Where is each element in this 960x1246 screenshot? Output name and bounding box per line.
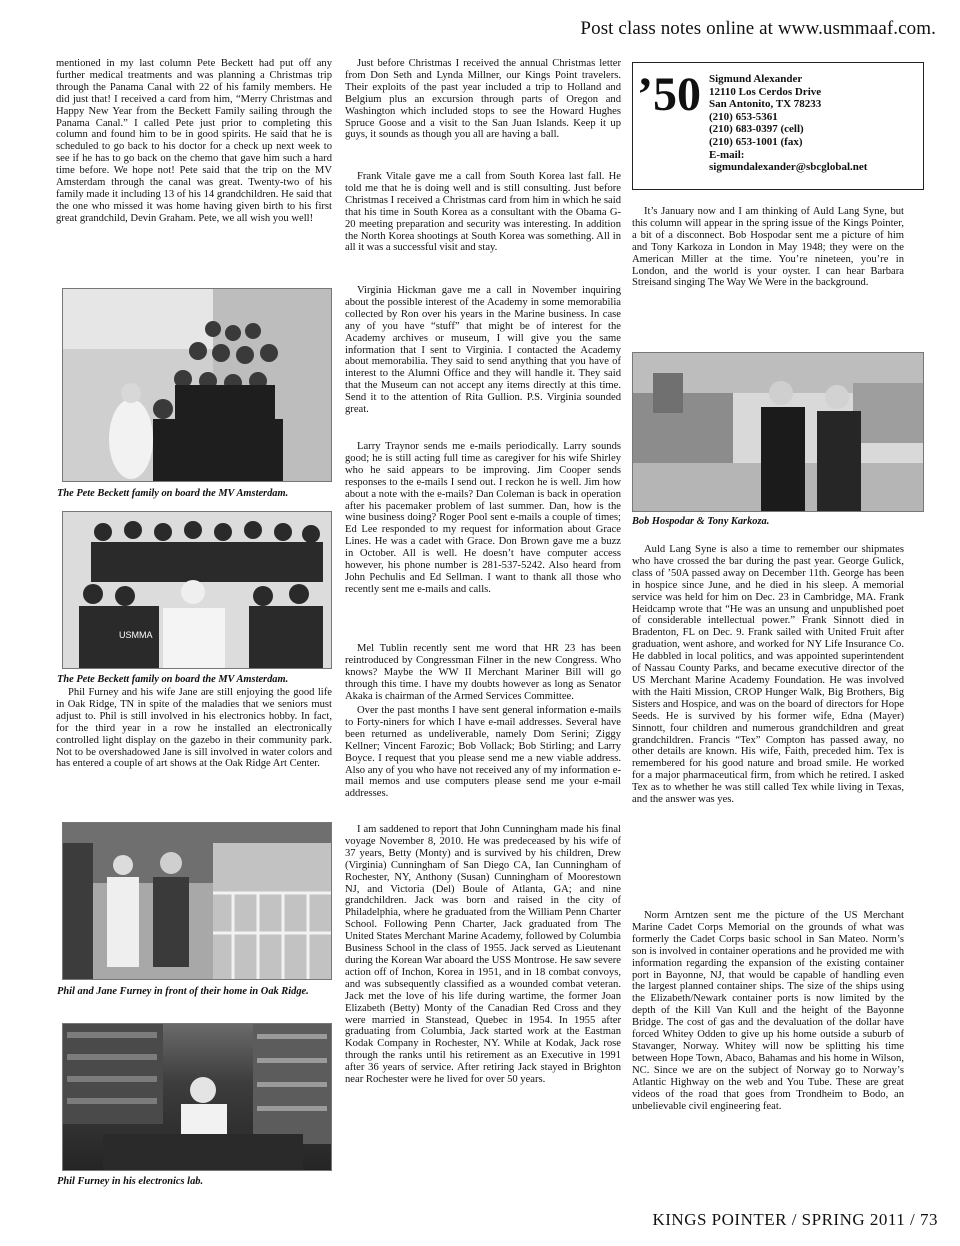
photo-beckett-family-1 [62,288,332,482]
photo-caption: Bob Hospodar & Tony Karkoza. [632,516,770,527]
article-paragraph: Frank Vitale gave me a call from South Korea last fall. He told me that he is doing well and is still consulting. Just before Christmas I received a Christmas card from him in which he said that his time in South Korea as a consultant with the Obama G-20 meeting preparation and security was interesting. In addition the North Korea shootings at South Korea was something. All in all it was a successful visit and stay. [345,171,621,254]
phone: (210) 653-5361 [709,110,778,123]
email-label: E-mail: [709,148,745,161]
email-link[interactable]: sigmundalexander@sbcglobal.net [709,161,868,174]
article-paragraph: Auld Lang Syne is also a time to remember our shipmates who have crossed the bar during the past year. George Gulick, class of ’50A passed away on December 11th. George has been in hospice since June, and he died in his sleep. A memorial service was held for him on Dec. 23 in Cambridge, MA. Frank Heidcamp wrote that “He was an unsung and unpublished poet of considerable intellectual power.” Frank Sinnott died in Bradenton, FL on Dec. 9. Frank sailed with United Fruit after graduation, went ashore, and worked for NY Life Insurance Co. He dabbled in local politics, and was appointed superintendent of Nassau County Parks, and became executive director of the US Merchant Marine Academy Foundation. He was involved with the Haiti Mission, CROP Hunger Walk, Big Brothers, Big Sisters and Hospice, and was on the board of directors for Hope Seeds. He is survived by his former wife, Edna (Mayer) Sinnott, four children and numerous grandchildren and great grandchildren. Francis “Tex” Compton has passed away, no other details are known. His wife, Faith, preceded him. Tex is remembered for his good nature and broad smile. He worked for a major pharmaceutical firm, from which he retired. I asked Tex as to whether he was still called Tex while living in Texas, and the answer was yes. [632,544,904,806]
photo-electronics-lab [62,1023,332,1171]
article-paragraph: Mel Tublin recently sent me word that HR 23 has been reintroduced by Congressman Filner in the new Congress. Who knows? Maybe the WW II Merchant Mariner Bill will go through this time. I have my doubts however as long as Senator Akaka is chairman of the Armed Services Committee. [345,643,621,702]
photo-caption: The Pete Beckett family on board the MV Amsterdam. [57,674,289,685]
photo-caption: Phil Furney in his electronics lab. [57,1176,204,1187]
secretary-name: Sigmund Alexander [709,73,803,85]
photo-caption: The Pete Beckett family on board the MV Amsterdam. [57,488,289,499]
article-paragraph: Virginia Hickman gave me a call in November inquiring about the possible interest of the Academy in some memorabilia collected by Ron over his years in the Marine business. In case any of you have “stuff” that might be of interest for the Academy archives or museum, I will give you the same information that I sent to Virginia. I contacted the Academy about memorabilia. They said to send anything that you have of interest to the Alumni Office and they will handle it. They said that the Museum can not accept any items directly at this time. Send it to the attention of Rita Gullion. P.S. Virginia sounded great. [345,285,621,416]
article-paragraph: Larry Traynor sends me e-mails periodically. Larry sounds good; he is still acting full time as caregiver for his wife Shirley who he said appears to be improving. Jim Cooper sends responses to the e-mails I send out. I reckon he is well. Jim how about a note with the e-mails? Dan Coleman is back in operation after his pacemaker problem of last summer. Dan, how is the wine business doing? Roger Pool sent e-mails a couple of times; Ed Lee responded to my request for information about Grace Lines. He was a cadet with Grace. Don Brown gave me a buzz in October. All is well. He doesn’t have computer access however, his phone number is 281-537-5242. Also heard from John Pechulis and Ed Sellman. I want to thank all those who recently sent me e-mails and calls. [345,441,621,595]
fax: (210) 653-1001 (fax) [709,135,803,148]
shirt-label: USMMA [119,630,153,640]
photo-hospodar-karkoza [632,352,924,512]
article-paragraph: It’s January now and I am thinking of Auld Lang Syne, but this column will appear in the spring issue of the Kings Pointer, a bit of a disconnect. Bob Hospodar sent me a picture of him and Tony Karkoza in London in May 1948; they were on the American Miller at the time. You’re nineteen, you’re in London, and the world is your oyster. I can hear Barbara Streisand singing The Way We Were in the background. [632,206,904,289]
article-paragraph: Over the past months I have sent general information e-mails to Forty-niners for which I have e-mail addresses. Several have been returned as undeliverable, namely Dom Serini; Ziggy Kellner; Vincent Farozic; Bob Vollack; Bob Stirling; and Larry Boyce. I request that you please send me a new viable address. Also any of you who have not received any of my information e-mail memos and use computers please send me your e-mail addresses. [345,705,621,800]
article-paragraph: Norm Arntzen sent me the picture of the US Merchant Marine Cadet Corps Memorial on the grounds of what was formerly the Cadet Corps basic school in San Mateo. Norm’s son is involved in container operations and he provided me with information regarding the expansion of the existing container port in Bayonne, NJ, that would be capable of handling even the largest planned container ships. The size of the ships using the Elizabeth/Newark container ports is now limited by the depth of the Kill Van Kull and the height of the Bayonne Bridge. The cost of gas and the devaluation of the dollar have forced Whitey Odden to give up his home outside a suburb of Stavanger, Norway. Whitey will now be splitting his time between Hope Town, Abaco, Bahamas and his home in Wilson, NC. Since we are on the subject of Norway go to Norway’s Atlantic Highway on the web and You Tube. These are great videos of the road that goes from Trondheim to Bodo, an unbelievable civil engineering feat. [632,910,904,1112]
class-contact [709,73,867,174]
page-footer: KINGS POINTER / SPRING 2011 / 73 [652,1210,938,1229]
cell-phone: (210) 683-0397 (cell) [709,123,804,136]
photo-furney-home [62,822,332,980]
article-paragraph: Phil Furney and his wife Jane are still enjoying the good life in Oak Ridge, TN in spite of the maladies that we seniors must adjust to. Phil is still involved in his electronics hobby. In fact, for the third year in a row he installed an electronically controlled light display on the gazebo in their community park. Not to be overshadowed Jane is sill involved in water colors and has entered a couple of art shows at the Oak Ridge Art Center. [56,687,332,770]
article-paragraph: mentioned in my last column Pete Beckett had put off any further medical treatments and was planning a Christmas trip through the Panama Canal with 22 of his family members. He did just that! I received a card from him, “Merry Christmas and Happy New Year from the Beckett Family sailing through the Panama Canal.” I called Pete just prior to completing this column and found him to be in good spirits. He said that he is scheduled to go back to his doctor for a check up next week to see if he has to go back on the chemo that gave him such a hard time before. We hope not! Pete said that the trip on the MV Amsterdam through the canal was great. Twenty-two of his family made it including 13 of his 14 grandchildren. He said that the one who missed it was home having given birth to his first great grandchild, Devin Graham. Pete, we all wish you well! [56,58,332,224]
article-paragraph: I am saddened to report that John Cunningham made his final voyage November 8, 2010. He was predeceased by his wife of 37 years, Betty (Monty) and is survived by his children, Drew (Virginia) Cunningham of San Diego CA, Ian Cunningham of Rochester, NY, Anthony (Susan) Cunningham of Moorestown NJ, and Victoria (Del) Boule of Atlanta, GA; and nine grandchildren. Jack was born and raised in the city of Philadelphia, where he graduated from the William Penn Charter School. Following Penn Charter, Jack graduated from The United States Merchant Marine Academy, followed by Columbia Business School in the class of 1955. Jack served as Lieutenant during the Korean War aboard the USS Montrose. He saw severe action off of Inchon, Korea in 1951, and in 18 combat convoys, and was subsequently classified as a wounded combat veteran. Jack met the love of his life during wartime, the former Joan Elizabeth (Betty) Monty of the Canadian Red Cross and they were married in Stanstead, Quebec in 1954. In 1955 after graduating from Columbia, Jack started work at the Eastman Kodak Company in Rochester, NY. While at Kodak, Jack rose through the ranks until his retirement as an Executive in 1991 after 36 years of service. After retiring Jack stayed in Brighton near Rochester were he lived for over 50 years. [345,824,621,1086]
class-year: ’50 [637,68,701,121]
city-state: San Antonito, TX 78233 [709,98,822,111]
page-header: Post class notes online at www.usmmaaf.com. [580,18,936,39]
street-address: 12110 Los Cerdos Drive [709,85,822,98]
article-paragraph: Just before Christmas I received the annual Christmas letter from Don Seth and Lynda Millner, our Kings Point travelers. Their exploits of the past year included a trip to Holland and Belgium plus an excursion through parts of Oregon and Washington which included stops to see the Howard Hughes Spruce Goose and a visit to the San Juan Islands. Keep it up guys, it sounds as though you all are having a ball. [345,58,621,141]
column-2 [345,58,621,1178]
photo-caption: Phil and Jane Furney in front of their home in Oak Ridge. [57,986,309,997]
photo-beckett-family-2 [62,511,332,669]
class-contact-box [632,62,924,190]
